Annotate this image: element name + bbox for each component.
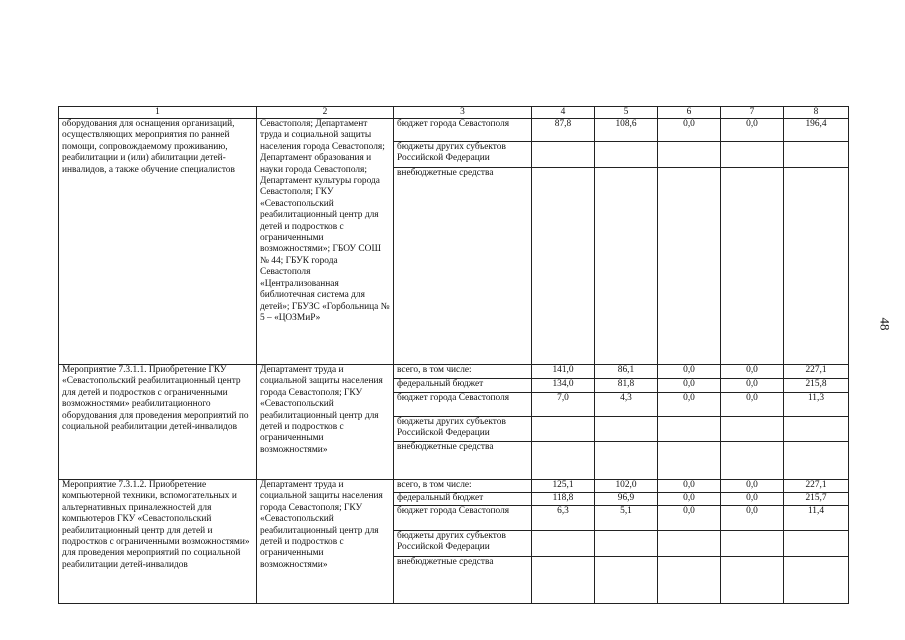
value-cell: 4,3 [595, 393, 658, 417]
value-cell: 0,0 [721, 393, 784, 417]
value-cell [532, 557, 595, 604]
value-cell [721, 168, 784, 365]
funding-source: федеральный бюджет [394, 493, 532, 506]
value-cell [532, 442, 595, 480]
value-cell: 96,9 [595, 493, 658, 506]
value-cell: 11,3 [784, 393, 849, 417]
table-row [59, 480, 849, 493]
value-cell: 0,0 [721, 119, 784, 142]
value-cell: 81,8 [595, 379, 658, 393]
value-cell [784, 557, 849, 604]
funding-source: внебюджетные средства [394, 168, 532, 365]
value-cell [532, 142, 595, 168]
header-cell: 5 [595, 107, 658, 119]
funding-source: бюджет города Севастополя [394, 506, 532, 531]
value-cell: 118,8 [532, 493, 595, 506]
header-row [59, 107, 849, 119]
value-cell: 215,8 [784, 379, 849, 393]
value-cell [658, 417, 721, 442]
value-cell [784, 142, 849, 168]
value-cell [721, 142, 784, 168]
value-cell: 0,0 [658, 493, 721, 506]
value-cell: 108,6 [595, 119, 658, 142]
value-cell [658, 531, 721, 557]
measure-description: оборудования для оснащения организаций, осуществляющих мероприятия по ранней помощи, сопровождаемому проживанию, реабилитации и (или) абилитации детей-инвалидов, а также обучение специалистов [59, 119, 257, 365]
value-cell [595, 442, 658, 480]
funding-source: бюджеты других субъектов Российской Федерации [394, 142, 532, 168]
value-cell: 87,8 [532, 119, 595, 142]
value-cell: 0,0 [658, 119, 721, 142]
measure-description: Мероприятие 7.3.1.2. Приобретение компьютерной техники, вспомогательных и альтернативных приналежностей для компьютеров ГКУ «Севастопольский реабилитационный центр для детей и подростков с ограниченными возможностями» для проведения мероприятий по социальной реабилитации детей-инвалидов [59, 480, 257, 604]
value-cell [532, 168, 595, 365]
value-cell [595, 142, 658, 168]
value-cell [532, 531, 595, 557]
header-cell: 8 [784, 107, 849, 119]
value-cell [721, 531, 784, 557]
value-cell [784, 442, 849, 480]
funding-source: бюджеты других субъектов Российской Федерации [394, 531, 532, 557]
funding-source: бюджеты других субъектов Российской Федерации [394, 417, 532, 442]
header-cell: 4 [532, 107, 595, 119]
value-cell: 11,4 [784, 506, 849, 531]
value-cell: 0,0 [721, 365, 784, 379]
table-row [59, 119, 849, 142]
value-cell: 125,1 [532, 480, 595, 493]
value-cell: 0,0 [721, 379, 784, 393]
value-cell: 5,1 [595, 506, 658, 531]
value-cell: 215,7 [784, 493, 849, 506]
value-cell: 141,0 [532, 365, 595, 379]
value-cell [595, 417, 658, 442]
value-cell [595, 531, 658, 557]
value-cell [532, 417, 595, 442]
funding-source: федеральный бюджет [394, 379, 532, 393]
value-cell [595, 557, 658, 604]
value-cell [721, 442, 784, 480]
value-cell: 7,0 [532, 393, 595, 417]
value-cell [658, 142, 721, 168]
executors-cell: Департамент труда и социальной защиты населения города Севастополя; ГКУ «Севастопольский реабилитационный центр для детей и подростков с ограниченными возможностями» [257, 365, 394, 480]
measure-description: Мероприятие 7.3.1.1. Приобретение ГКУ «Севастопольский реабилитационный центр для детей и подростков с ограниченными возможностями» реабилитационного оборудования для проведения мероприятий по социальной реабилитации детей-инвалидов [59, 365, 257, 480]
header-cell: 3 [394, 107, 532, 119]
value-cell: 0,0 [721, 480, 784, 493]
value-cell [658, 442, 721, 480]
value-cell: 86,1 [595, 365, 658, 379]
funding-source: бюджет города Севастополя [394, 393, 532, 417]
value-cell: 0,0 [658, 393, 721, 417]
header-cell: 2 [257, 107, 394, 119]
funding-source: внебюджетные средства [394, 557, 532, 604]
header-cell: 1 [59, 107, 257, 119]
value-cell: 0,0 [658, 379, 721, 393]
value-cell [658, 557, 721, 604]
value-cell: 0,0 [658, 480, 721, 493]
value-cell: 102,0 [595, 480, 658, 493]
header-cell: 6 [658, 107, 721, 119]
value-cell [721, 417, 784, 442]
funding-source: внебюджетные средства [394, 442, 532, 480]
funding-source: всего, в том числе: [394, 480, 532, 493]
value-cell: 0,0 [721, 506, 784, 531]
value-cell [784, 417, 849, 442]
value-cell: 0,0 [721, 493, 784, 506]
funding-source: бюджет города Севастополя [394, 119, 532, 142]
page-number: 48 [877, 317, 893, 331]
table-row [59, 365, 849, 379]
value-cell: 134,0 [532, 379, 595, 393]
header-cell: 7 [721, 107, 784, 119]
value-cell: 0,0 [658, 506, 721, 531]
value-cell: 227,1 [784, 365, 849, 379]
value-cell [784, 531, 849, 557]
executors-cell: Севастополя; Департамент труда и социальной защиты населения города Севастополя; Департамент образования и науки города Севастополя; Департамент культуры города Севастополя; ГКУ «Севастопольский реабилитационный центр для детей и подростков с ограниченными возможностями»; ГБОУ СОШ № 44; ГБУК города Севастополя «Централизованная библиотечная система для детей»; ГБУЗС «Горбольница № 5 – «ЦОЗМиР» [257, 119, 394, 365]
value-cell [721, 557, 784, 604]
program-table [58, 106, 849, 604]
executors-cell: Департамент труда и социальной защиты населения города Севастополя; ГКУ «Севастопольский реабилитационный центр для детей и подростков с ограниченными возможностями» [257, 480, 394, 604]
value-cell: 6,3 [532, 506, 595, 531]
value-cell [658, 168, 721, 365]
value-cell: 227,1 [784, 480, 849, 493]
value-cell [595, 168, 658, 365]
value-cell: 0,0 [658, 365, 721, 379]
value-cell [784, 168, 849, 365]
funding-source: всего, в том числе: [394, 365, 532, 379]
value-cell: 196,4 [784, 119, 849, 142]
